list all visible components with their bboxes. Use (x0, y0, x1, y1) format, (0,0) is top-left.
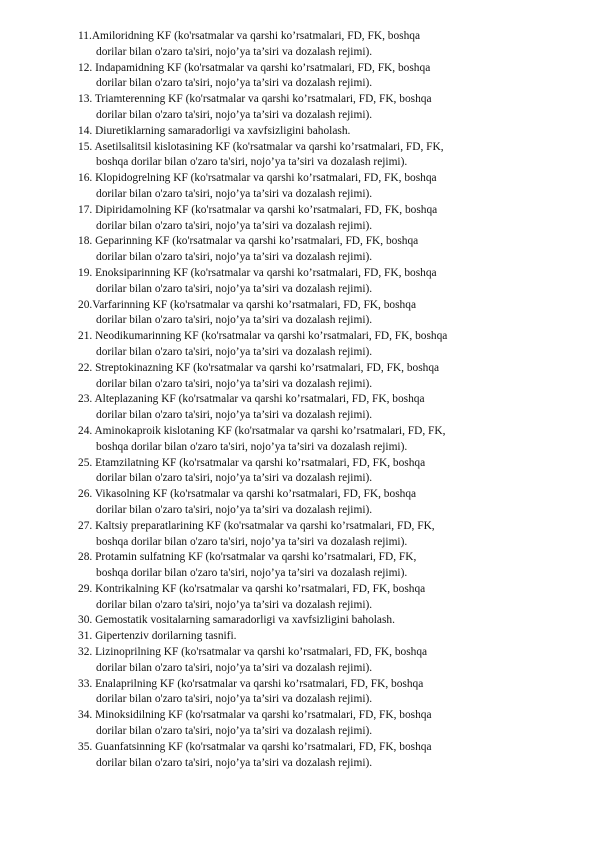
question-line-1: 11.Amiloridning KF (ko'rsatmalar va qarshi ko’rsatmalari, FD, FK, boshqa (78, 30, 421, 42)
question-line-1: 34. Minoksidilning KF (ko'rsatmalar va qarshi ko’rsatmalari, FD, FK, boshqa (78, 709, 432, 722)
question-line-1: 14. Diuretiklarning samaradorligi va xavfsizligini baholash. (78, 124, 351, 137)
question-line-2: dorilar bilan o'zaro ta'siri, nojo’ya ta’siri va dozalash rejimi). (96, 725, 373, 738)
question-line-1: 18. Geparinning KF (ko'rsatmalar va qarshi ko’rsatmalari, FD, FK, boshqa (78, 235, 419, 248)
question-item (78, 298, 548, 330)
question-line-2: dorilar bilan o'zaro ta'siri, nojo’ya ta’siri va dozalash rejimi). (96, 598, 373, 611)
question-line-1: 28. Protamin sulfatning KF (ko'rsatmalar va qarshi ko’rsatmalari, FD, FK, (78, 551, 417, 564)
question-item (78, 487, 548, 519)
question-line-2: dorilar bilan o'zaro ta'siri, nojo’ya ta’siri va dozalash rejimi). (96, 693, 373, 706)
question-line-2: dorilar bilan o'zaro ta'siri, nojo’ya ta’siri va dozalash rejimi). (96, 377, 373, 390)
question-line-2: boshqa dorilar bilan o'zaro ta'siri, nojo’ya ta’siri va dozalash rejimi). (96, 535, 408, 548)
question-line-2: dorilar bilan o'zaro ta'siri, nojo’ya ta’siri va dozalash rejimi). (96, 503, 373, 516)
question-item (78, 424, 548, 456)
question-item (78, 629, 548, 645)
question-item (78, 140, 548, 172)
question-item (78, 234, 548, 266)
question-line-1: 20.Varfarinning KF (ko'rsatmalar va qarshi ko’rsatmalari, FD, FK, boshqa (78, 298, 417, 311)
question-line-1: 29. Kontrikalning KF (ko'rsatmalar va qarshi ko’rsatmalari, FD, FK, boshqa (78, 582, 426, 595)
question-item (78, 582, 548, 614)
question-line-1: 27. Kaltsiy preparatlarining KF (ko'rsatmalar va qarshi ko’rsatmalari, FD, FK, (78, 519, 435, 532)
question-item (78, 61, 548, 93)
question-item (78, 708, 548, 740)
question-line-1: 22. Streptokinazning KF (ko'rsatmalar va qarshi ko’rsatmalari, FD, FK, boshqa (78, 361, 440, 374)
question-line-1: 24. Aminokaproik kislotaning KF (ko'rsatmalar va qarshi ko’rsatmalari, FD, FK, (78, 424, 446, 437)
question-line-2: dorilar bilan o'zaro ta'siri, nojo’ya ta’siri va dozalash rejimi). (96, 314, 373, 327)
question-line-1: 21. Neodikumarinning KF (ko'rsatmalar va qarshi ko’rsatmalari, FD, FK, boshqa (78, 330, 448, 343)
question-item (78, 677, 548, 709)
question-line-2: boshqa dorilar bilan o'zaro ta'siri, nojo’ya ta’siri va dozalash rejimi). (96, 156, 408, 169)
question-line-2: dorilar bilan o'zaro ta'siri, nojo’ya ta’siri va dozalash rejimi). (96, 756, 373, 769)
question-item (78, 329, 548, 361)
question-line-2: dorilar bilan o'zaro ta'siri, nojo’ya ta’siri va dozalash rejimi). (96, 472, 373, 485)
question-line-1: 32. Lizinoprilning KF (ko'rsatmalar va qarshi ko’rsatmalari, FD, FK, boshqa (78, 646, 428, 659)
question-line-1: 17. Dipiridamolning KF (ko'rsatmalar va qarshi ko’rsatmalari, FD, FK, boshqa (78, 203, 438, 216)
question-line-2: dorilar bilan o'zaro ta'siri, nojo’ya ta’siri va dozalash rejimi). (96, 345, 373, 358)
question-line-1: 12. Indapamidning KF (ko'rsatmalar va qarshi ko’rsatmalari, FD, FK, boshqa (78, 61, 431, 74)
question-item (78, 645, 548, 677)
question-line-2: dorilar bilan o'zaro ta'siri, nojo’ya ta’siri va dozalash rejimi). (96, 661, 373, 674)
question-line-2: dorilar bilan o'zaro ta'siri, nojo’ya ta’siri va dozalash rejimi). (96, 409, 373, 422)
question-line-1: 31. Gipertenziv dorilarning tasnifi. (78, 630, 237, 643)
question-line-1: 16. Klopidogrelning KF (ko'rsatmalar va qarshi ko’rsatmalari, FD, FK, boshqa (78, 172, 437, 185)
question-item (78, 361, 548, 393)
question-item (78, 92, 548, 124)
question-item (78, 171, 548, 203)
question-item (78, 203, 548, 235)
question-line-1: 35. Guanfatsinning KF (ko'rsatmalar va qarshi ko’rsatmalari, FD, FK, boshqa (78, 740, 432, 753)
question-line-2: dorilar bilan o'zaro ta'siri, nojo’ya ta’siri va dozalash rejimi). (96, 187, 373, 200)
question-line-1: 25. Etamzilatning KF (ko'rsatmalar va qarshi ko’rsatmalari, FD, FK, boshqa (78, 456, 426, 469)
question-line-1: 30. Gemostatik vositalarning samaradorligi va xavfsizligini baholash. (78, 614, 395, 627)
question-line-2: dorilar bilan o'zaro ta'siri, nojo’ya ta’siri va dozalash rejimi). (96, 108, 373, 121)
question-line-2: boshqa dorilar bilan o'zaro ta'siri, nojo’ya ta’siri va dozalash rejimi). (96, 440, 408, 453)
question-line-2: dorilar bilan o'zaro ta'siri, nojo’ya ta’siri va dozalash rejimi). (96, 45, 373, 58)
question-line-2: dorilar bilan o'zaro ta'siri, nojo’ya ta’siri va dozalash rejimi). (96, 219, 373, 232)
question-item (78, 266, 548, 298)
question-line-2: dorilar bilan o'zaro ta'siri, nojo’ya ta’siri va dozalash rejimi). (96, 251, 373, 264)
question-item (78, 550, 548, 582)
question-line-1: 33. Enalaprilning KF (ko'rsatmalar va qarshi ko’rsatmalari, FD, FK, boshqa (78, 677, 424, 690)
question-list (78, 29, 548, 771)
question-line-1: 19. Enoksiparinning KF (ko'rsatmalar va qarshi ko’rsatmalari, FD, FK, boshqa (78, 266, 437, 279)
question-line-2: dorilar bilan o'zaro ta'siri, nojo’ya ta’siri va dozalash rejimi). (96, 77, 373, 90)
question-line-1: 26. Vikasolning KF (ko'rsatmalar va qarshi ko’rsatmalari, FD, FK, boshqa (78, 488, 417, 501)
question-item (78, 392, 548, 424)
question-item (78, 124, 548, 140)
question-line-1: 15. Asetilsalitsil kislotasining KF (ko'rsatmalar va qarshi ko’rsatmalari, FD, FK, (78, 140, 444, 153)
question-item (78, 29, 548, 61)
question-line-2: boshqa dorilar bilan o'zaro ta'siri, nojo’ya ta’siri va dozalash rejimi). (96, 567, 408, 580)
question-item (78, 519, 548, 551)
question-item (78, 613, 548, 629)
question-line-1: 13. Triamterenning KF (ko'rsatmalar va qarshi ko’rsatmalari, FD, FK, boshqa (78, 93, 432, 106)
question-item (78, 740, 548, 772)
question-line-1: 23. Alteplazaning KF (ko'rsatmalar va qarshi ko’rsatmalari, FD, FK, boshqa (78, 393, 425, 406)
question-item (78, 456, 548, 488)
question-line-2: dorilar bilan o'zaro ta'siri, nojo’ya ta’siri va dozalash rejimi). (96, 282, 373, 295)
